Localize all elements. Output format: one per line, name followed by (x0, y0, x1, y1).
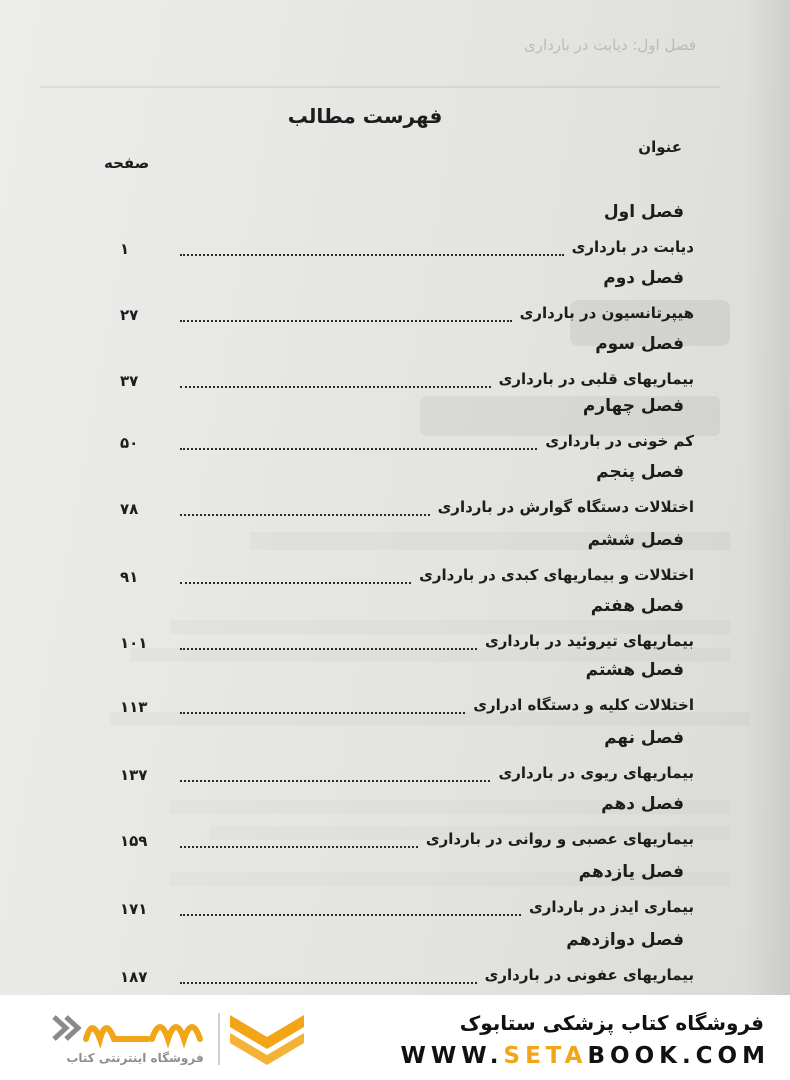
page-number: ۱۷۱ (120, 900, 148, 918)
toc-entry[interactable]: دیابت در بارداری (571, 238, 694, 256)
store-footer (0, 995, 790, 1080)
running-header: فصل اول: دیابت در بارداری (40, 28, 720, 88)
store-url[interactable] (401, 1043, 770, 1069)
logo-subtitle: فروشگاه اینترنتی کتاب (66, 1051, 204, 1065)
dot-leader (180, 448, 537, 450)
column-header-page: صفحه (104, 154, 150, 172)
chapter-title: فصل دوازدهم (566, 930, 684, 950)
bleed-through-6 (110, 712, 750, 726)
toc-entry[interactable]: اختلالات و بیماریهای کبدی در بارداری (419, 566, 694, 584)
toc-entry[interactable]: اختلالات کلیه و دستگاه ادراری (473, 696, 694, 714)
chapter-title: فصل یازدهم (578, 862, 684, 882)
chapter-title: فصل نهم (604, 728, 684, 748)
chapter-title: فصل دوم (603, 268, 684, 288)
page-shadow (744, 0, 790, 995)
toc-entry[interactable]: بیماریهای عفونی در بارداری (484, 966, 694, 984)
toc-entry[interactable]: بیماریهای قلبی در بارداری (498, 370, 694, 388)
toc-entry[interactable]: هیپرتانسیون در بارداری (519, 304, 694, 322)
url-prefix: WWW. (400, 1043, 504, 1069)
store-name: فروشگاه کتاب پزشکی ستابوک (459, 1011, 764, 1035)
toc-entry[interactable]: اختلالات دستگاه گوارش در بارداری (437, 498, 694, 516)
chapter-title: فصل چهارم (582, 396, 684, 416)
url-accent: SETA (503, 1043, 588, 1069)
chapter-title: فصل هشتم (585, 660, 684, 680)
chapter-title: فصل هفتم (590, 596, 684, 616)
dot-leader (180, 386, 491, 388)
page-number: ۱۰۱ (120, 634, 148, 652)
dot-leader (180, 846, 418, 848)
dot-leader (180, 780, 490, 782)
toc-entry[interactable]: کم خونی در بارداری (545, 432, 694, 450)
dot-leader (180, 712, 465, 714)
dot-leader (180, 648, 477, 650)
toc-entry[interactable]: بیماریهای تیروئید در بارداری (485, 632, 694, 650)
setabook-logo-icon (226, 1009, 308, 1067)
page-number: ۱۱۳ (120, 698, 148, 716)
toc-entry[interactable]: بیماریهای عصبی و روانی در بارداری (425, 830, 694, 848)
chapter-title: فصل سوم (595, 334, 684, 354)
dot-leader (180, 914, 521, 916)
toc-title: فهرست مطالب (287, 104, 443, 128)
chapter-title: فصل دهم (601, 794, 684, 814)
toc-entry[interactable]: بیماری ایدز در بارداری (528, 898, 694, 916)
page-number: ۷۸ (120, 500, 139, 518)
page-number: ۲۷ (120, 306, 139, 324)
toc-entry[interactable]: بیماریهای ریوی در بارداری (498, 764, 694, 782)
dot-leader (180, 514, 430, 516)
setabook-logo-wordmark (48, 1005, 208, 1051)
page-number: ۱۵۹ (120, 832, 148, 850)
chapter-title: فصل پنجم (596, 462, 684, 482)
column-header-title: عنوان (638, 138, 682, 156)
chapter-title: فصل ششم (587, 530, 684, 550)
page-number: ۵۰ (120, 434, 139, 452)
page-number: ۱ (120, 240, 130, 258)
dot-leader (180, 320, 512, 322)
page-number: ۳۷ (120, 372, 139, 390)
dot-leader (180, 982, 477, 984)
page-number: ۱۸۷ (120, 968, 148, 986)
chapter-title: فصل اول (603, 202, 684, 222)
page-number: ۱۳۷ (120, 766, 148, 784)
dot-leader (180, 582, 411, 584)
dot-leader (180, 254, 564, 256)
url-suffix: BOOK.COM (587, 1043, 770, 1069)
page-number: ۹۱ (120, 568, 139, 586)
logo-divider (218, 1013, 220, 1065)
